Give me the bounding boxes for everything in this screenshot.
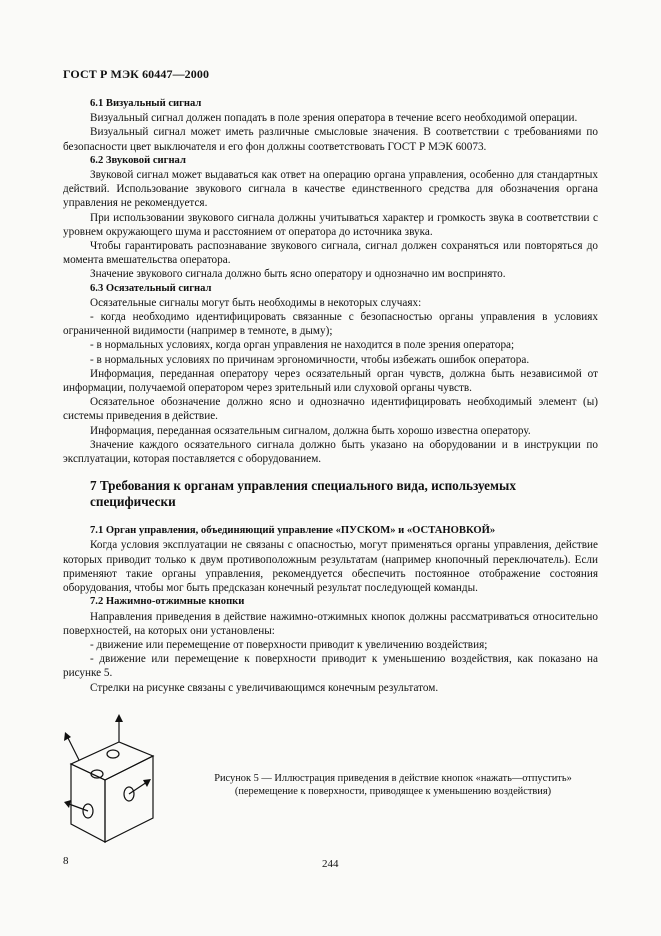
paragraph: Стрелки на рисунке связаны с увеличивающимся конечным результатом. [90,681,439,694]
paragraph: Значение каждого осязательного сигнала должно быть указано на оборудовании и в инструкции по эксплуатации, которая поставляется с оборудованием. [63,438,598,466]
paragraph: Визуальный сигнал может иметь различные смысловые значения. В соответствии с требованиями по безопасности цвет выключателя и его фон должны соответствовать ГОСТ Р МЭК 60073. [63,126,598,153]
paragraph: Чтобы гарантировать распознавание звукового сигнала, сигнал должен сохраняться или повторяться до момента вмешательства оператора. [63,240,598,267]
top-button-icon [107,750,119,758]
section-heading: 7 Требования к органам управления специального вида, используемых специфически [90,478,516,510]
paragraph: Когда условия эксплуатации не связаны с опасностью, могут применяться органы управления, действие которых приводит только к двум противоположным результатам (например кнопочный переключатель). Если применяют такие органы управления, рекомендуется обеспечить постоянное отображение состояния оборудования, чтобы мог быть предсказан конечный результат последующей команды. [63,539,598,595]
standard-header: ГОСТ Р МЭК 60447—2000 [63,67,210,81]
arrow-up-icon [115,714,123,722]
arrow-upleft-icon [64,732,71,741]
paragraph: - движение или перемещение к поверхности приводит к уменьшению воздействия, как показано на рисунке 5. [63,653,598,680]
subsection-heading: 7.2 Нажимно-отжимные кнопки [90,596,245,608]
paragraph: - в нормальных условиях, когда орган управления не находится в поле зрения оператора; [90,339,515,352]
paragraph: - когда необходимо идентифицировать связанные с безопасностью органы управления в условиях ограниченной видимости (например в темноте, в дыму); [63,311,598,338]
paragraph: Осязательное обозначение должно ясно и однозначно идентифицировать необходимый элемент (ы) системы приведения в действие. [63,396,598,423]
cube-left-face [71,764,105,842]
paragraph: - движение или перемещение от поверхности приводит к увеличению воздействия; [90,638,488,651]
figure-5 [63,714,598,854]
paragraph: Визуальный сигнал должен попадать в поле зрения оператора в течение всего необходимой операции. [90,112,578,125]
arrow-right-icon [143,779,151,787]
document-body [63,97,598,695]
paragraph: Значение звукового сигнала должно быть ясно оператору и однозначно им воспринято. [90,268,506,281]
paragraph: Звуковой сигнал может выдаваться как ответ на операцию органа управления, особенно для стандартных действий. Использование звукового сигнала в качестве единственного средства для обозначения органа управления не рекомендуется. [63,169,598,210]
sheet-number: 244 [322,858,339,870]
page-number: 8 [63,855,69,867]
cube-top-face [71,742,153,780]
paragraph: - в нормальных условиях по причинам эргономичности, чтобы избежать ошибок оператора. [90,353,530,366]
subsection-heading: 6.1 Визуальный сигнал [90,98,202,109]
figure-caption: Рисунок 5 — Иллюстрация приведения в действие кнопок «нажать—отпустить» (перемещение к поверхности, приводящее к уменьшению воздействия) [214,773,572,797]
subsection-heading: 7.1 Орган управления, объединяющий управление «ПУСКОМ» и «ОСТАНОВКОЙ» [90,525,496,537]
paragraph: При использовании звукового сигнала должны учитываться характер и громкость звука в соответствии с уровнем окружающего шума и расстоянием от оператора до источника звука. [63,211,598,238]
paragraph: Осязательные сигналы могут быть необходимы в некоторых случаях: [90,296,422,309]
paragraph: Информация, переданная осязательным сигналом, должна быть хорошо известна оператору. [90,424,531,437]
paragraph: Информация, переданная оператору через осязательный орган чувств, должна быть независимой от информации, получаемой оператором через зрительный или слуховой органы чувств. [63,367,598,395]
subsection-heading: 6.2 Звуковой сигнал [90,154,186,166]
cube-right-face [105,756,153,842]
cube-diagram [63,714,193,854]
arrow-left-icon [64,800,71,808]
subsection-heading: 6.3 Осязательный сигнал [90,282,212,294]
paragraph: Направления приведения в действие нажимно-отжимных кнопок должны рассматриваться относительно поверхностей, на которых они установлены: [63,610,598,637]
